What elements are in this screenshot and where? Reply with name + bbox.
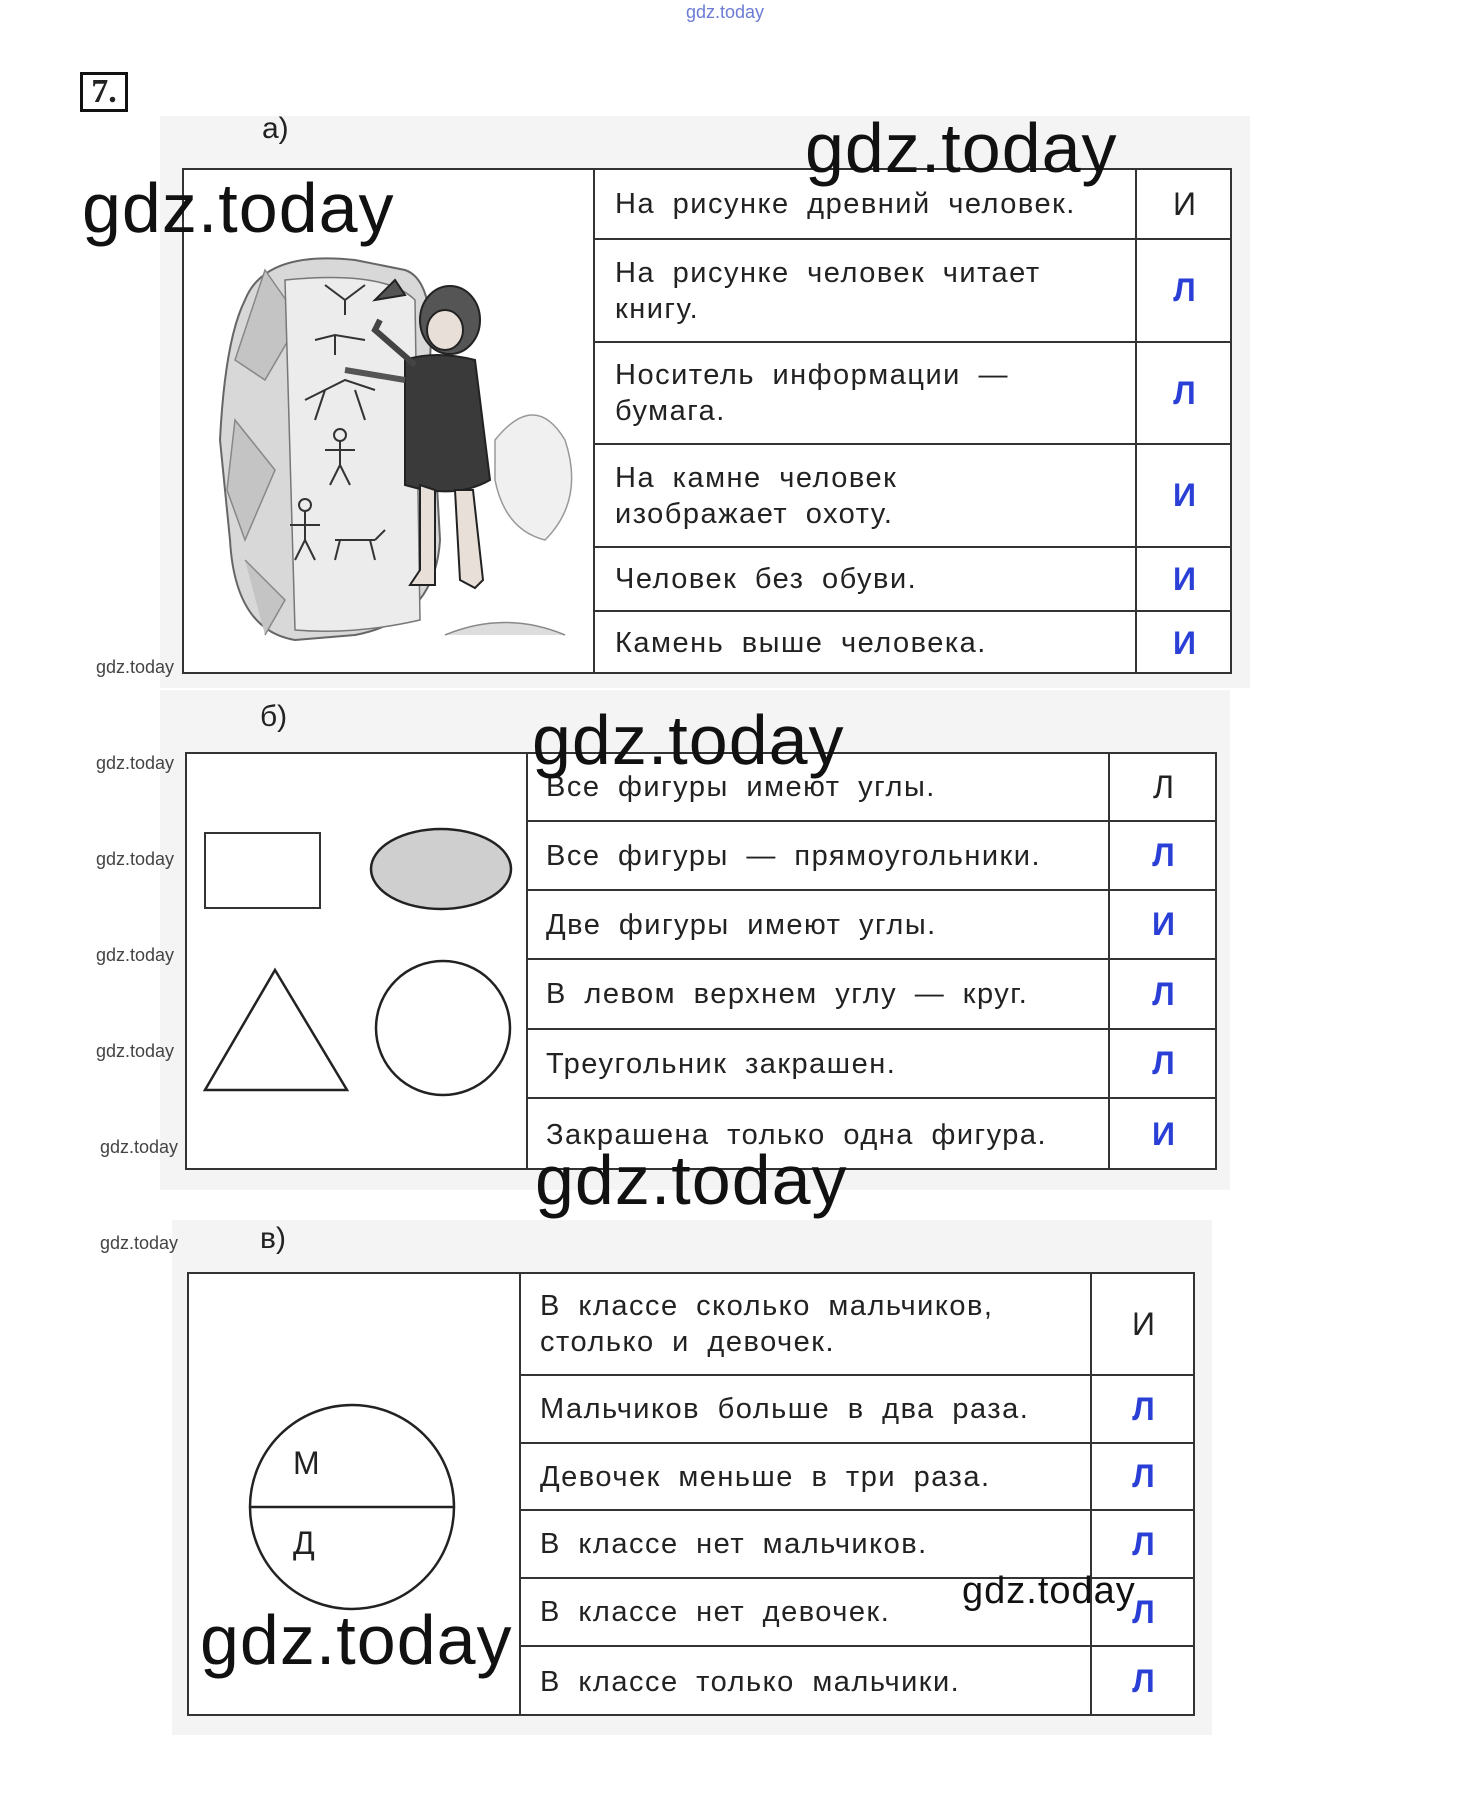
a-row-1-text: На рисунке древний человек.	[615, 188, 1076, 220]
b-row-1-mark: Л	[1153, 768, 1174, 805]
a-row-5-mark: И	[1173, 560, 1196, 597]
a-row-5-text: Человек без обуви.	[615, 563, 918, 595]
c-row-2-text: Мальчиков больше в два раза.	[540, 1393, 1030, 1425]
watermark: gdz.today	[96, 849, 175, 869]
watermark: gdz.today	[96, 945, 175, 965]
b-row-5-text: Треугольник закрашен.	[546, 1047, 897, 1080]
c-row-4-text: В классе нет мальчиков.	[540, 1528, 928, 1560]
watermark: gdz.today	[805, 109, 1118, 187]
c-row-2-mark: Л	[1132, 1390, 1155, 1427]
watermark: gdz.today	[100, 1137, 179, 1157]
c-row-5-text: В классе нет девочек.	[540, 1596, 891, 1628]
c-row-4-mark: Л	[1132, 1525, 1155, 1562]
b-row-4-mark: Л	[1152, 975, 1175, 1012]
triangle-shape	[205, 970, 347, 1090]
b-row-2-text: Все фигуры — прямоугольники.	[546, 839, 1041, 872]
a-row-3-text: Носитель информации — бумага.	[615, 359, 1009, 427]
a-row-4-text: На камне человек изображает охоту.	[615, 461, 898, 530]
a-row-2-mark: Л	[1173, 272, 1196, 308]
a-row-2-text: На рисунке человек читает книгу.	[615, 256, 1041, 325]
circle-shape	[376, 961, 510, 1095]
section-b-label: б)	[260, 700, 288, 733]
watermark: gdz.today	[96, 1041, 175, 1061]
shapes-illustration	[195, 815, 525, 1100]
c-row-6-text: В классе только мальчики.	[540, 1665, 961, 1698]
watermark: gdz.today	[535, 1141, 848, 1219]
watermark: gdz.today	[96, 753, 175, 773]
header-site: gdz.today	[686, 2, 765, 22]
task-number: 7.	[80, 72, 128, 112]
b-row-4-text: В левом верхнем углу — круг.	[546, 978, 1029, 1010]
a-row-6-text: Камень выше человека.	[615, 627, 987, 659]
watermark: gdz.today	[200, 1601, 513, 1679]
watermark: gdz.today	[962, 1570, 1136, 1612]
circle-label-boys: М	[293, 1445, 320, 1481]
c-row-1-mark: И	[1132, 1305, 1155, 1342]
rectangle-shape	[205, 833, 320, 908]
watermark: gdz.today	[100, 1233, 179, 1253]
caveman-illustration	[205, 240, 585, 660]
b-row-3-text: Две фигуры имеют углы.	[546, 908, 937, 941]
c-row-3-text: Девочек меньше в три раза.	[540, 1460, 991, 1493]
c-row-6-mark: Л	[1132, 1663, 1155, 1699]
circle-label-girls: Д	[293, 1525, 315, 1561]
a-row-3-mark: Л	[1173, 374, 1196, 411]
b-row-2-mark: Л	[1152, 837, 1175, 873]
c-row-1-text: В классе сколько мальчиков, столько и девочек.	[540, 1290, 994, 1358]
b-row-6-text: Закрашена только одна фигура.	[546, 1118, 1048, 1151]
section-c-label: в)	[260, 1222, 286, 1255]
watermark: gdz.today	[96, 657, 175, 677]
a-row-4-mark: И	[1173, 477, 1196, 513]
b-row-3-mark: И	[1152, 906, 1175, 942]
class-circle-diagram	[245, 1400, 460, 1615]
a-row-1-mark: И	[1173, 185, 1196, 222]
c-row-5-mark: Л	[1132, 1593, 1155, 1630]
c-row-3-mark: Л	[1132, 1458, 1155, 1494]
b-row-5-mark: Л	[1152, 1045, 1175, 1081]
watermark: gdz.today	[82, 169, 395, 247]
b-row-1-text: Все фигуры имеют углы.	[546, 771, 936, 803]
a-row-6-mark: И	[1173, 624, 1196, 661]
section-a-label: а)	[262, 112, 289, 145]
watermark: gdz.today	[532, 701, 845, 779]
b-row-6-mark: И	[1152, 1116, 1175, 1152]
ellipse-shape	[371, 829, 511, 909]
